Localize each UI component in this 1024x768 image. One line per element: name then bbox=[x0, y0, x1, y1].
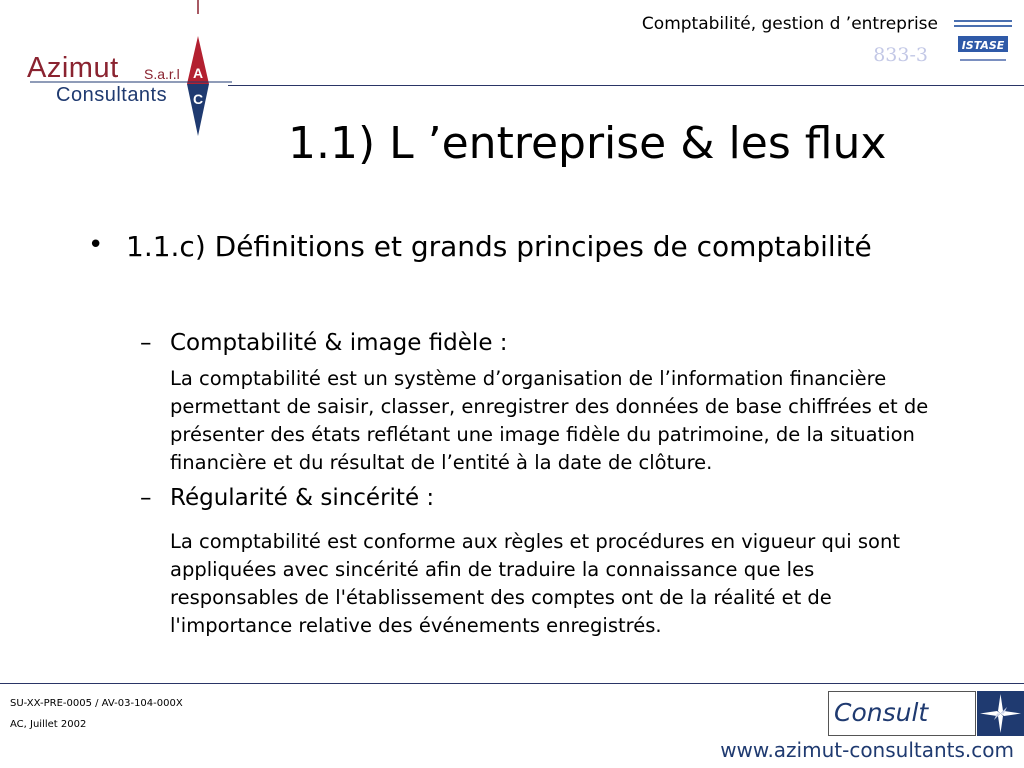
dash-icon: – bbox=[140, 330, 152, 356]
dash-icon: – bbox=[140, 485, 152, 511]
section-heading: Comptabilité & image fidèle : bbox=[170, 330, 508, 356]
section-paragraph: La comptabilité est conforme aux règles et procédures en vigueur qui sont appliquées avec sincérité afin de traduire la connaissance que les responsables de l'établissement des comptes ont de la réalité et de l'importance relative des événements enregistrés. bbox=[170, 530, 900, 637]
bullet-icon: • bbox=[88, 230, 104, 260]
logo-sarl-text: S.a.r.l bbox=[144, 66, 180, 82]
footer-divider bbox=[0, 683, 1024, 684]
section-heading: Régularité & sincérité : bbox=[170, 485, 435, 511]
logo-letter-a: A bbox=[192, 65, 204, 81]
section-paragraph: La comptabilité est un système d’organisation de l’information financière permettant de saisir, classer, enregistrer des données de base chiffrées et de présenter des états reflétant une image fidèle du patrimoine, de la situation financière et du résultat de l’entité à la date de clôture. bbox=[170, 367, 929, 474]
logo-azimut-text: Azimut bbox=[27, 52, 119, 84]
document-reference: SU-XX-PRE-0005 / AV-03-104-000X bbox=[10, 698, 183, 709]
header-divider bbox=[228, 85, 1024, 86]
compass-star-icon bbox=[977, 691, 1024, 736]
logo-letter-c: C bbox=[192, 91, 204, 107]
istase-text: ISTASE bbox=[961, 39, 1005, 52]
course-code: 833-3 bbox=[873, 44, 928, 66]
istase-logo bbox=[950, 12, 1016, 70]
bullet-heading: 1.1.c) Définitions et grands principes de comptabilité bbox=[126, 230, 872, 263]
course-title: Comptabilité, gestion d ’entreprise bbox=[641, 14, 938, 34]
logo-consultants-text: Consultants bbox=[56, 84, 168, 106]
website-link[interactable]: www.azimut-consultants.com bbox=[720, 738, 1014, 762]
slide-title: 1.1) L ’entreprise & les flux bbox=[288, 118, 887, 169]
document-date: AC, Juillet 2002 bbox=[10, 719, 87, 730]
consult-logo-text: Consult bbox=[834, 698, 929, 727]
